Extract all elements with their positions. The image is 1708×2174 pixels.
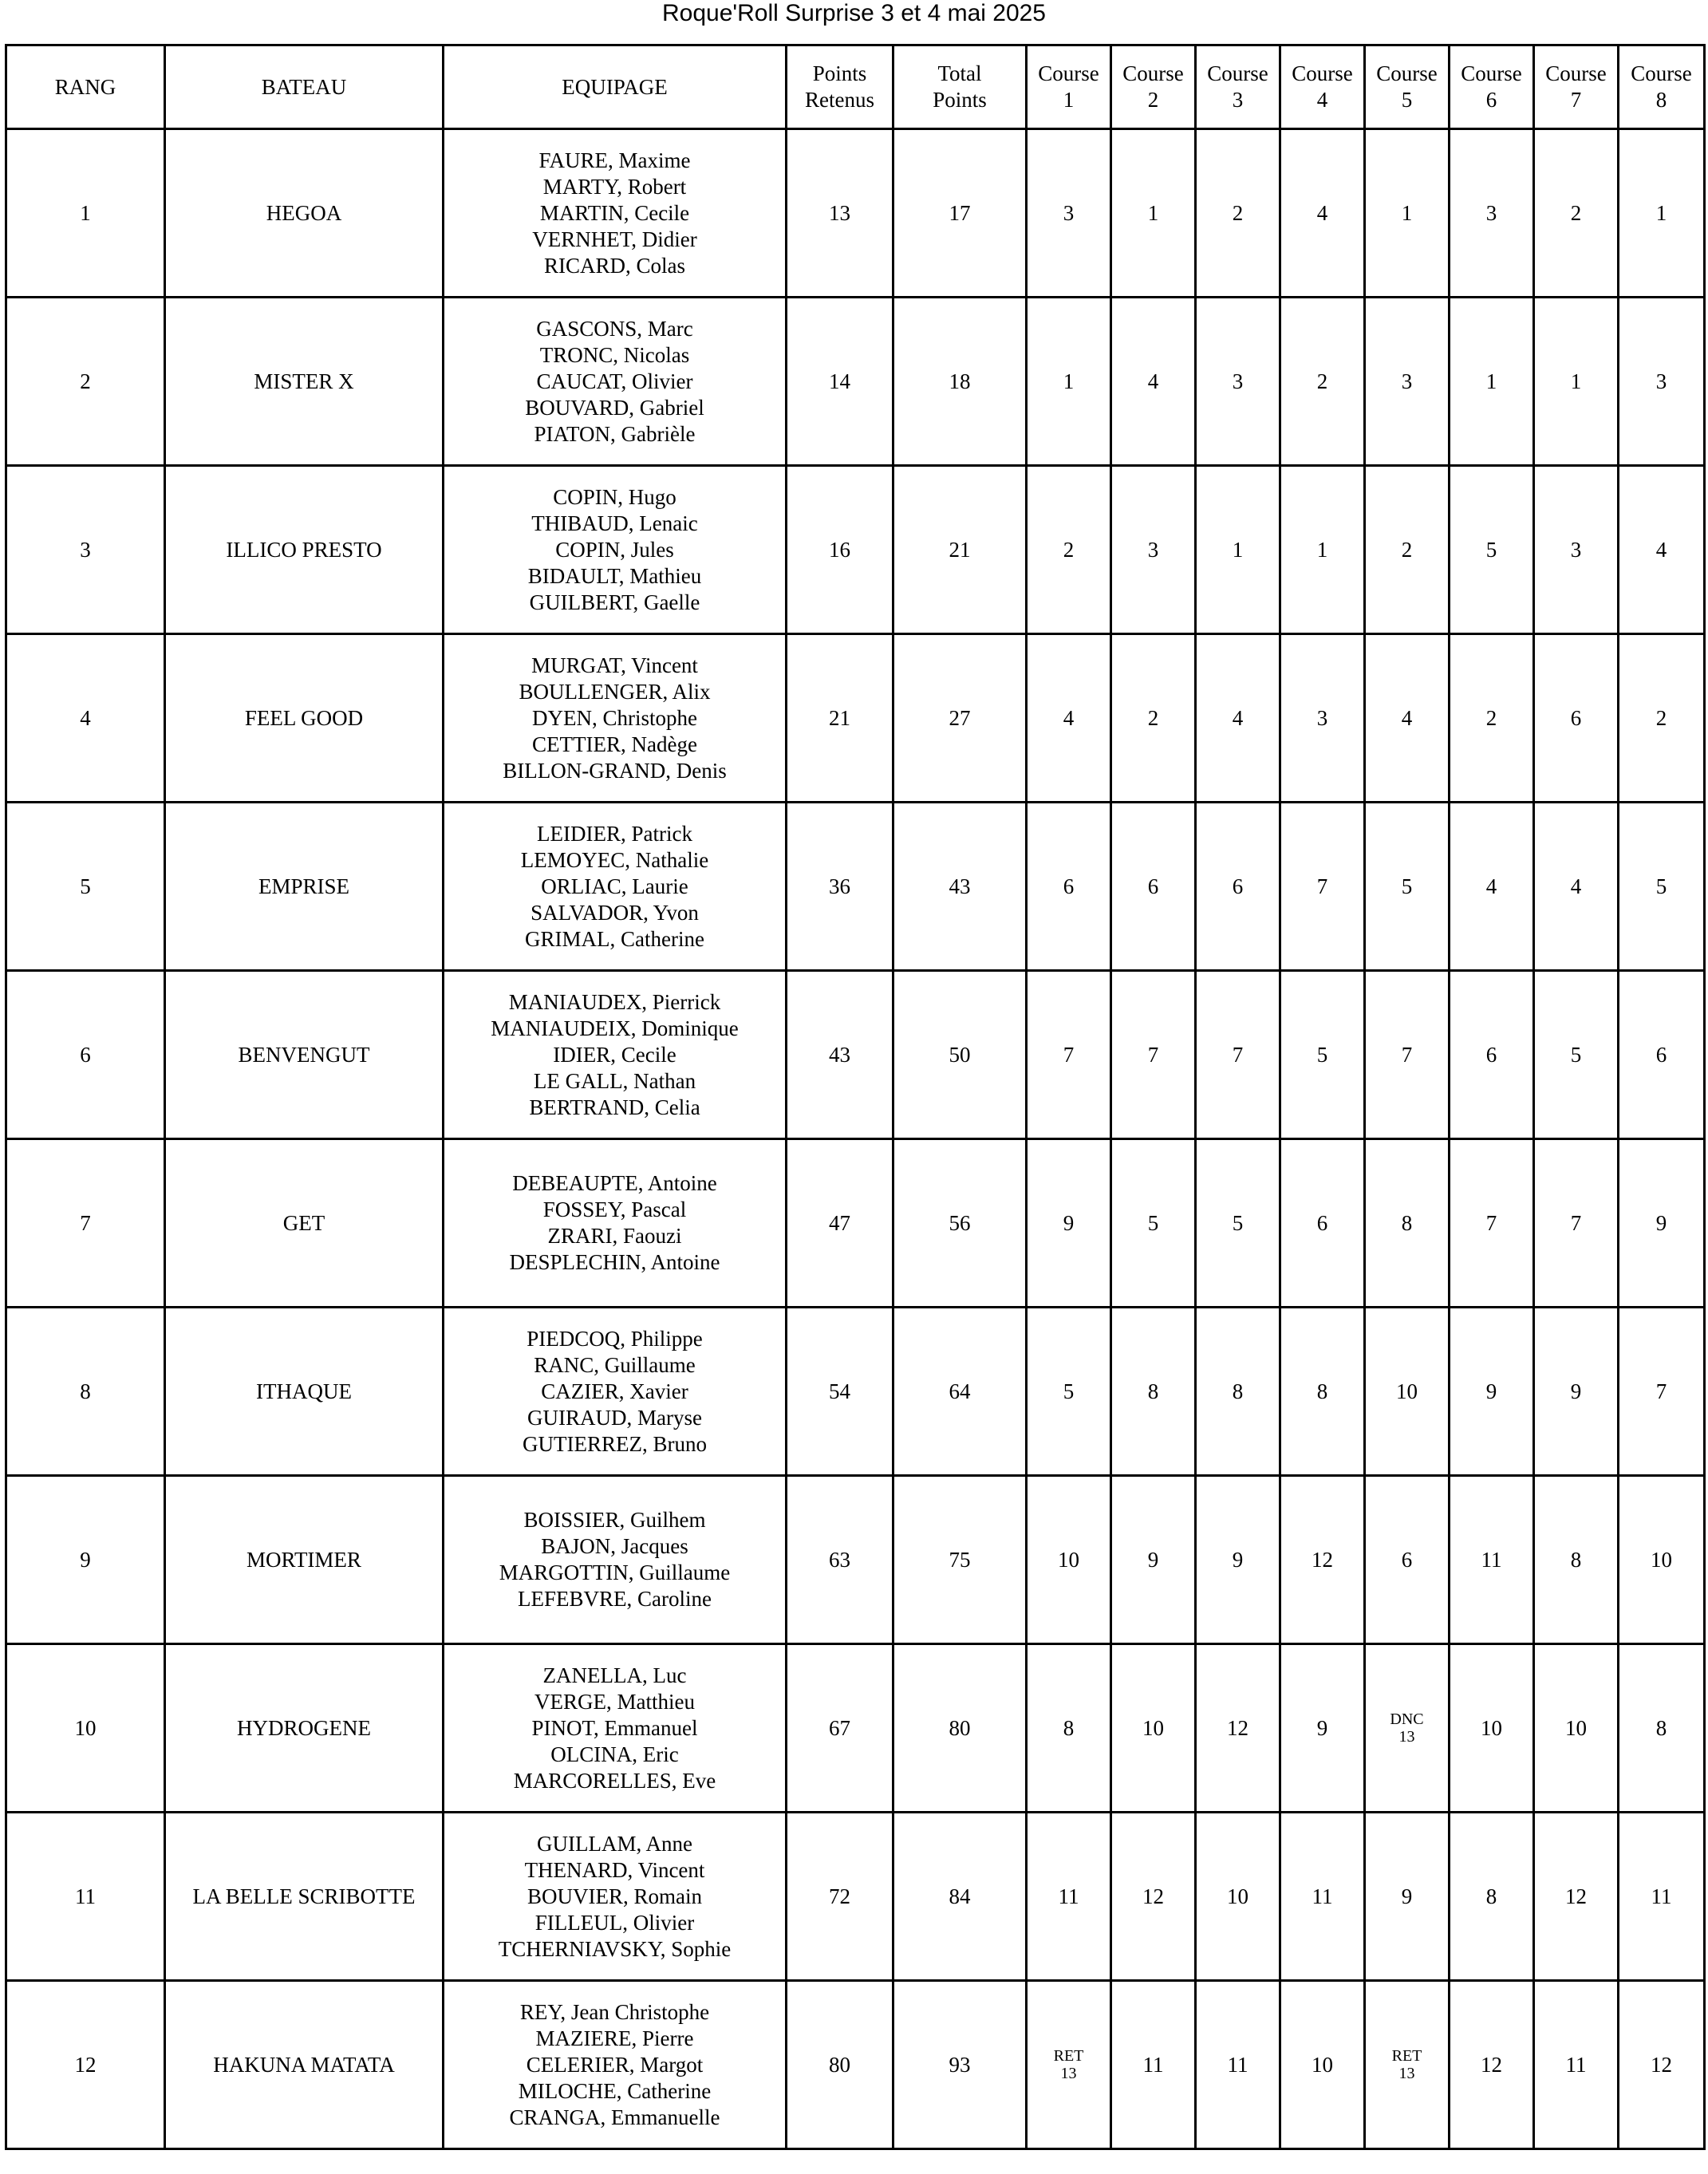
- course-6-cell: 8: [1450, 1813, 1534, 1981]
- course-3-cell: 6: [1196, 803, 1280, 971]
- course-8-cell: 6: [1619, 971, 1705, 1139]
- course-5-cell: 3: [1365, 298, 1450, 466]
- col-header-course-5: [1365, 45, 1450, 129]
- header-line: Points: [933, 88, 987, 112]
- total-points-cell: 56: [893, 1139, 1027, 1308]
- course-6-cell: 12: [1450, 1981, 1534, 2149]
- crew-member: FOSSEY, Pascal: [542, 1197, 687, 1221]
- points-retenus-cell: 63: [787, 1476, 893, 1644]
- course-4-cell: 7: [1280, 803, 1365, 971]
- penalty-code: RET: [1053, 2047, 1084, 2065]
- course-6-cell: 4: [1450, 803, 1534, 971]
- rank-cell: 1: [6, 129, 165, 298]
- crew-member: MANIAUDEX, Pierrick: [508, 989, 721, 1014]
- course-5-cell: 6: [1365, 1476, 1450, 1644]
- course-4-cell: 1: [1280, 466, 1365, 634]
- boat-name-cell: BENVENGUT: [165, 971, 444, 1139]
- crew-cell: [444, 971, 787, 1139]
- header-line: Course: [1376, 61, 1438, 85]
- crew-member: GUIRAUD, Maryse: [527, 1405, 702, 1430]
- boat-name-cell: HYDROGENE: [165, 1644, 444, 1813]
- crew-cell: [444, 129, 787, 298]
- total-points-cell: 50: [893, 971, 1027, 1139]
- crew-cell: [444, 1308, 787, 1476]
- course-3-cell: 2: [1196, 129, 1280, 298]
- points-retenus-cell: 80: [787, 1981, 893, 2149]
- crew-member: MANIAUDEIX, Dominique: [491, 1016, 739, 1040]
- table-row: [6, 1476, 1705, 1644]
- table-row: [6, 1644, 1705, 1813]
- table-row: [6, 298, 1705, 466]
- col-header-points-retenus: [787, 45, 893, 129]
- course-8-cell: 1: [1619, 129, 1705, 298]
- crew-member: COPIN, Jules: [555, 537, 674, 562]
- course-7-cell: 1: [1534, 298, 1619, 466]
- table-row: [6, 803, 1705, 971]
- crew-member: BOISSIER, Guilhem: [523, 1508, 706, 1532]
- total-points-cell: 43: [893, 803, 1027, 971]
- crew-member: COPIN, Hugo: [553, 484, 676, 509]
- penalty-code: RET: [1391, 2047, 1422, 2065]
- course-5-cell: 1: [1365, 129, 1450, 298]
- course-7-cell: 11: [1534, 1981, 1619, 2149]
- col-header-equipage: EQUIPAGE: [444, 45, 787, 129]
- crew-member: ORLIAC, Laurie: [541, 874, 688, 898]
- crew-member: CAZIER, Xavier: [541, 1379, 688, 1403]
- course-4-cell: 8: [1280, 1308, 1365, 1476]
- course-4-cell: 4: [1280, 129, 1365, 298]
- crew-member: MARCORELLES, Eve: [513, 1768, 716, 1793]
- header-line: Course: [1122, 61, 1184, 85]
- header-line: Retenus: [805, 88, 874, 112]
- crew-member: BOUVIER, Romain: [527, 1884, 702, 1908]
- crew-cell: [444, 803, 787, 971]
- crew-member: VERNHET, Didier: [532, 227, 697, 251]
- header-line: Course: [1545, 61, 1607, 85]
- header-line: Points: [812, 61, 867, 85]
- crew-member: BERTRAND, Celia: [529, 1095, 700, 1119]
- crew-member: LEIDIER, Patrick: [537, 821, 692, 846]
- crew-member: GUTIERREZ, Bruno: [523, 1431, 707, 1456]
- course-5-cell: 5: [1365, 803, 1450, 971]
- crew-member: CELERIER, Margot: [526, 2052, 704, 2077]
- boat-name-cell: FEEL GOOD: [165, 634, 444, 803]
- crew-member: DEBEAUPTE, Antoine: [512, 1171, 717, 1195]
- course-1-cell: [1027, 1981, 1111, 2149]
- header-row: [6, 45, 1705, 129]
- crew-member: PINOT, Emmanuel: [531, 1715, 698, 1740]
- header-line: Course: [1631, 61, 1692, 85]
- course-4-cell: 6: [1280, 1139, 1365, 1308]
- course-8-cell: 11: [1619, 1813, 1705, 1981]
- course-5-cell: [1365, 1981, 1450, 2149]
- course-1-cell: 4: [1027, 634, 1111, 803]
- course-1-cell: 7: [1027, 971, 1111, 1139]
- table-row: [6, 1308, 1705, 1476]
- header-line: 3: [1232, 88, 1244, 112]
- course-3-cell: 8: [1196, 1308, 1280, 1476]
- crew-member: GASCONS, Marc: [536, 316, 693, 341]
- crew-member: CRANGA, Emmanuelle: [509, 2105, 720, 2129]
- rank-cell: 10: [6, 1644, 165, 1813]
- course-3-cell: 1: [1196, 466, 1280, 634]
- crew-member: REY, Jean Christophe: [519, 1999, 710, 2024]
- course-7-cell: 4: [1534, 803, 1619, 971]
- col-header-total-points: [893, 45, 1027, 129]
- results-table: [5, 44, 1706, 2150]
- crew-member: LE GALL, Nathan: [533, 1068, 696, 1093]
- course-3-cell: 3: [1196, 298, 1280, 466]
- course-8-cell: 10: [1619, 1476, 1705, 1644]
- crew-cell: [444, 1139, 787, 1308]
- course-3-cell: 10: [1196, 1813, 1280, 1981]
- course-7-cell: 3: [1534, 466, 1619, 634]
- page-title: Roque'Roll Surprise 3 et 4 mai 2025: [662, 0, 1046, 26]
- course-3-cell: 9: [1196, 1476, 1280, 1644]
- rank-cell: 9: [6, 1476, 165, 1644]
- course-6-cell: 5: [1450, 466, 1534, 634]
- penalty-points: 13: [1398, 2065, 1415, 2082]
- course-1-cell: 1: [1027, 298, 1111, 466]
- crew-member: BOUVARD, Gabriel: [525, 395, 704, 420]
- points-retenus-cell: 47: [787, 1139, 893, 1308]
- boat-name-cell: LA BELLE SCRIBOTTE: [165, 1813, 444, 1981]
- course-1-cell: 9: [1027, 1139, 1111, 1308]
- table-row: [6, 1981, 1705, 2149]
- col-header-course-8: [1619, 45, 1705, 129]
- boat-name-cell: GET: [165, 1139, 444, 1308]
- course-8-cell: 5: [1619, 803, 1705, 971]
- course-1-cell: 2: [1027, 466, 1111, 634]
- crew-member: MILOCHE, Catherine: [518, 2078, 712, 2103]
- points-retenus-cell: 21: [787, 634, 893, 803]
- col-header-course-6: [1450, 45, 1534, 129]
- course-1-cell: 5: [1027, 1308, 1111, 1476]
- points-retenus-cell: 54: [787, 1308, 893, 1476]
- total-points-cell: 17: [893, 129, 1027, 298]
- header-line: 8: [1655, 88, 1667, 112]
- course-7-cell: 6: [1534, 634, 1619, 803]
- course-4-cell: 12: [1280, 1476, 1365, 1644]
- course-1-cell: 10: [1027, 1476, 1111, 1644]
- col-header-course-3: [1196, 45, 1280, 129]
- course-8-cell: 12: [1619, 1981, 1705, 2149]
- course-2-cell: 10: [1111, 1644, 1196, 1813]
- header-line: Course: [1038, 61, 1099, 85]
- header-line: Course: [1461, 61, 1522, 85]
- boat-name-cell: HAKUNA MATATA: [165, 1981, 444, 2149]
- course-1-cell: 3: [1027, 129, 1111, 298]
- rank-cell: 4: [6, 634, 165, 803]
- crew-member: DYEN, Christophe: [532, 705, 697, 730]
- rank-cell: 3: [6, 466, 165, 634]
- boat-name-cell: MORTIMER: [165, 1476, 444, 1644]
- crew-member: FILLEUL, Olivier: [534, 1910, 695, 1935]
- crew-member: DESPLECHIN, Antoine: [509, 1250, 720, 1274]
- header-line: 1: [1063, 88, 1075, 112]
- rank-cell: 8: [6, 1308, 165, 1476]
- rank-cell: 6: [6, 971, 165, 1139]
- course-5-cell: 10: [1365, 1308, 1450, 1476]
- course-2-cell: 7: [1111, 971, 1196, 1139]
- crew-member: ZANELLA, Luc: [542, 1663, 687, 1687]
- crew-member: ZRARI, Faouzi: [547, 1224, 682, 1248]
- course-3-cell: 7: [1196, 971, 1280, 1139]
- crew-member: TRONC, Nicolas: [539, 342, 690, 367]
- results-body: [6, 129, 1705, 2149]
- course-7-cell: 10: [1534, 1644, 1619, 1813]
- table-row: [6, 1813, 1705, 1981]
- crew-member: RANC, Guillaume: [534, 1352, 696, 1377]
- course-5-cell: 2: [1365, 466, 1450, 634]
- col-header-course-4: [1280, 45, 1365, 129]
- crew-member: IDIER, Cecile: [553, 1042, 676, 1067]
- course-6-cell: 10: [1450, 1644, 1534, 1813]
- course-5-cell: [1365, 1644, 1450, 1813]
- crew-member: BILLON-GRAND, Denis: [503, 758, 727, 783]
- header-line: Course: [1207, 61, 1268, 85]
- header-line: 4: [1316, 88, 1328, 112]
- course-2-cell: 1: [1111, 129, 1196, 298]
- boat-name-cell: EMPRISE: [165, 803, 444, 971]
- crew-member: SALVADOR, Yvon: [531, 900, 699, 925]
- table-row: [6, 634, 1705, 803]
- boat-name-cell: MISTER X: [165, 298, 444, 466]
- course-8-cell: 3: [1619, 298, 1705, 466]
- course-6-cell: 9: [1450, 1308, 1534, 1476]
- course-2-cell: 6: [1111, 803, 1196, 971]
- crew-member: MURGAT, Vincent: [531, 653, 698, 677]
- course-1-cell: 6: [1027, 803, 1111, 971]
- course-2-cell: 3: [1111, 466, 1196, 634]
- course-7-cell: 12: [1534, 1813, 1619, 1981]
- crew-member: CAUCAT, Olivier: [536, 369, 693, 393]
- crew-member: BIDAULT, Mathieu: [527, 563, 702, 588]
- boat-name-cell: HEGOA: [165, 129, 444, 298]
- rank-cell: 2: [6, 298, 165, 466]
- crew-member: TCHERNIAVSKY, Sophie: [498, 1936, 732, 1961]
- course-4-cell: 11: [1280, 1813, 1365, 1981]
- course-6-cell: 11: [1450, 1476, 1534, 1644]
- header-line: 6: [1485, 88, 1497, 112]
- course-6-cell: 7: [1450, 1139, 1534, 1308]
- crew-member: MARTIN, Cecile: [539, 200, 690, 225]
- crew-member: VERGE, Matthieu: [534, 1689, 695, 1714]
- table-row: [6, 971, 1705, 1139]
- course-6-cell: 2: [1450, 634, 1534, 803]
- boat-name-cell: ILLICO PRESTO: [165, 466, 444, 634]
- course-2-cell: 11: [1111, 1981, 1196, 2149]
- points-retenus-cell: 14: [787, 298, 893, 466]
- rank-cell: 5: [6, 803, 165, 971]
- course-7-cell: 8: [1534, 1476, 1619, 1644]
- table-row: [6, 129, 1705, 298]
- course-5-cell: 7: [1365, 971, 1450, 1139]
- course-2-cell: 2: [1111, 634, 1196, 803]
- course-3-cell: 4: [1196, 634, 1280, 803]
- course-3-cell: 5: [1196, 1139, 1280, 1308]
- col-header-course-2: [1111, 45, 1196, 129]
- crew-member: CETTIER, Nadège: [532, 732, 697, 756]
- course-1-cell: 11: [1027, 1813, 1111, 1981]
- course-3-cell: 11: [1196, 1981, 1280, 2149]
- points-retenus-cell: 43: [787, 971, 893, 1139]
- crew-member: GUILLAM, Anne: [537, 1831, 692, 1856]
- crew-member: THENARD, Vincent: [524, 1857, 705, 1882]
- header-line: Total: [937, 61, 982, 85]
- course-8-cell: 8: [1619, 1644, 1705, 1813]
- col-header-course-1: [1027, 45, 1111, 129]
- crew-member: RICARD, Colas: [543, 253, 686, 278]
- points-retenus-cell: 72: [787, 1813, 893, 1981]
- course-4-cell: 5: [1280, 971, 1365, 1139]
- crew-member: OLCINA, Eric: [550, 1742, 679, 1766]
- total-points-cell: 84: [893, 1813, 1027, 1981]
- crew-member: PIEDCOQ, Philippe: [527, 1326, 703, 1351]
- penalty-points: 13: [1398, 1728, 1415, 1746]
- rank-cell: 7: [6, 1139, 165, 1308]
- course-6-cell: 1: [1450, 298, 1534, 466]
- total-points-cell: 64: [893, 1308, 1027, 1476]
- header-line: 2: [1147, 88, 1159, 112]
- crew-member: BAJON, Jacques: [541, 1534, 688, 1558]
- course-1-cell: 8: [1027, 1644, 1111, 1813]
- course-5-cell: 8: [1365, 1139, 1450, 1308]
- crew-cell: [444, 298, 787, 466]
- course-2-cell: 5: [1111, 1139, 1196, 1308]
- crew-cell: [444, 466, 787, 634]
- course-7-cell: 2: [1534, 129, 1619, 298]
- course-6-cell: 6: [1450, 971, 1534, 1139]
- crew-member: MAZIERE, Pierre: [535, 2026, 694, 2050]
- course-8-cell: 4: [1619, 466, 1705, 634]
- course-4-cell: 2: [1280, 298, 1365, 466]
- course-6-cell: 3: [1450, 129, 1534, 298]
- points-retenus-cell: 16: [787, 466, 893, 634]
- total-points-cell: 80: [893, 1644, 1027, 1813]
- course-8-cell: 2: [1619, 634, 1705, 803]
- course-7-cell: 7: [1534, 1139, 1619, 1308]
- total-points-cell: 27: [893, 634, 1027, 803]
- crew-member: GRIMAL, Catherine: [525, 926, 704, 951]
- col-header-rang: RANG: [6, 45, 165, 129]
- crew-member: MARTY, Robert: [542, 174, 687, 199]
- header-line: 5: [1401, 88, 1413, 112]
- course-3-cell: 12: [1196, 1644, 1280, 1813]
- rank-cell: 11: [6, 1813, 165, 1981]
- crew-member: PIATON, Gabrièle: [534, 421, 696, 446]
- penalty-code: DNC: [1390, 1710, 1424, 1728]
- course-8-cell: 7: [1619, 1308, 1705, 1476]
- total-points-cell: 75: [893, 1476, 1027, 1644]
- crew-member: LEMOYEC, Nathalie: [520, 847, 709, 872]
- boat-name-cell: ITHAQUE: [165, 1308, 444, 1476]
- crew-cell: [444, 1644, 787, 1813]
- crew-cell: [444, 634, 787, 803]
- course-2-cell: 12: [1111, 1813, 1196, 1981]
- crew-member: FAURE, Maxime: [538, 148, 691, 172]
- course-4-cell: 9: [1280, 1644, 1365, 1813]
- penalty-points: 13: [1060, 2065, 1077, 2082]
- course-2-cell: 8: [1111, 1308, 1196, 1476]
- course-2-cell: 4: [1111, 298, 1196, 466]
- crew-cell: [444, 1476, 787, 1644]
- crew-member: MARGOTTIN, Guillaume: [499, 1560, 731, 1584]
- total-points-cell: 93: [893, 1981, 1027, 2149]
- course-2-cell: 9: [1111, 1476, 1196, 1644]
- col-header-course-7: [1534, 45, 1619, 129]
- points-retenus-cell: 36: [787, 803, 893, 971]
- total-points-cell: 18: [893, 298, 1027, 466]
- course-5-cell: 4: [1365, 634, 1450, 803]
- crew-cell: [444, 1981, 787, 2149]
- table-row: [6, 466, 1705, 634]
- crew-member: THIBAUD, Lenaic: [531, 511, 698, 535]
- header-line: 7: [1570, 88, 1582, 112]
- points-retenus-cell: 67: [787, 1644, 893, 1813]
- course-5-cell: 9: [1365, 1813, 1450, 1981]
- crew-member: BOULLENGER, Alix: [519, 679, 711, 704]
- table-row: [6, 1139, 1705, 1308]
- crew-cell: [444, 1813, 787, 1981]
- course-4-cell: 10: [1280, 1981, 1365, 2149]
- course-4-cell: 3: [1280, 634, 1365, 803]
- course-7-cell: 9: [1534, 1308, 1619, 1476]
- course-8-cell: 9: [1619, 1139, 1705, 1308]
- crew-member: LEFEBVRE, Caroline: [518, 1587, 712, 1611]
- points-retenus-cell: 13: [787, 129, 893, 298]
- crew-member: GUILBERT, Gaelle: [529, 590, 700, 614]
- header-line: Course: [1292, 61, 1353, 85]
- course-7-cell: 5: [1534, 971, 1619, 1139]
- col-header-bateau: BATEAU: [165, 45, 444, 129]
- rank-cell: 12: [6, 1981, 165, 2149]
- total-points-cell: 21: [893, 466, 1027, 634]
